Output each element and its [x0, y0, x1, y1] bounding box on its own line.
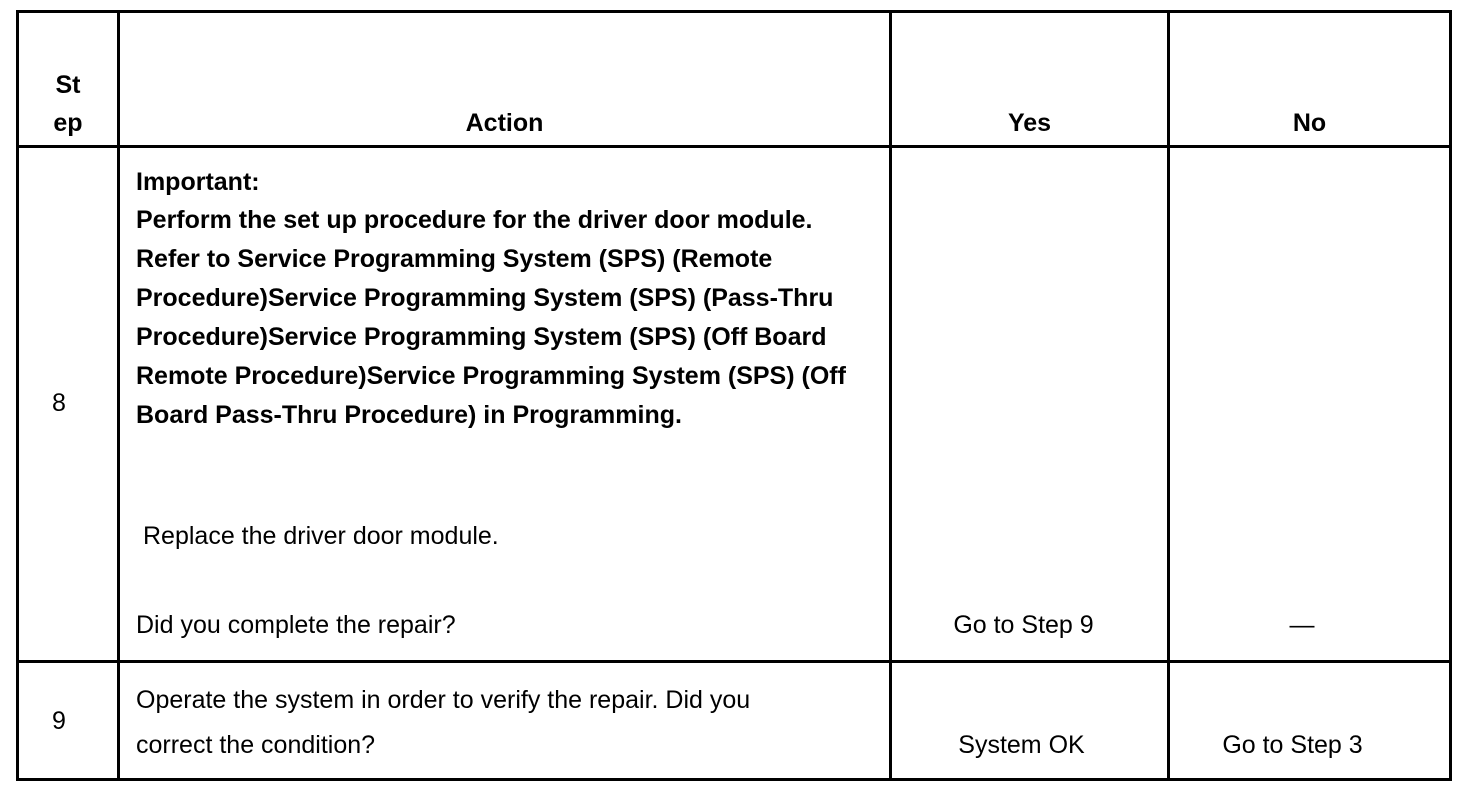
no-result: Go to Step 3 — [1222, 731, 1363, 759]
action-text-line: correct the condition? — [136, 731, 376, 759]
header-no: No — [1292, 109, 1327, 137]
important-label: Important: — [136, 168, 260, 196]
yes-result: Go to Step 9 — [953, 611, 1094, 639]
step-number: 9 — [52, 707, 66, 735]
header-yes: Yes — [1007, 109, 1052, 137]
question-text: Did you complete the repair? — [136, 611, 456, 639]
header-step: St ep — [53, 71, 83, 137]
action-text-line: Operate the system in order to verify the repair. Did you — [136, 686, 751, 714]
row-divider — [16, 660, 1452, 663]
table-border-top — [16, 10, 1452, 13]
no-result: — — [1289, 611, 1315, 639]
instruction-text: Replace the driver door module. — [143, 522, 499, 550]
important-note: Perform the set up procedure for the driver door module. Refer to Service Programming System (SPS) (Remote Procedure)Service Programming System (SPS) (Pass-Thru Procedure)Service Programming System (SPS) (Off Board Remote Procedure)Service Programming System (SPS) (Off Board Pass-Thru Procedure) in Programming. — [136, 206, 846, 429]
header-divider — [16, 145, 1452, 148]
yes-result: System OK — [958, 731, 1085, 759]
header-action: Action — [465, 109, 544, 137]
step-number: 8 — [52, 389, 66, 417]
table-border-right — [1449, 10, 1452, 781]
table-border-bottom — [16, 778, 1452, 781]
